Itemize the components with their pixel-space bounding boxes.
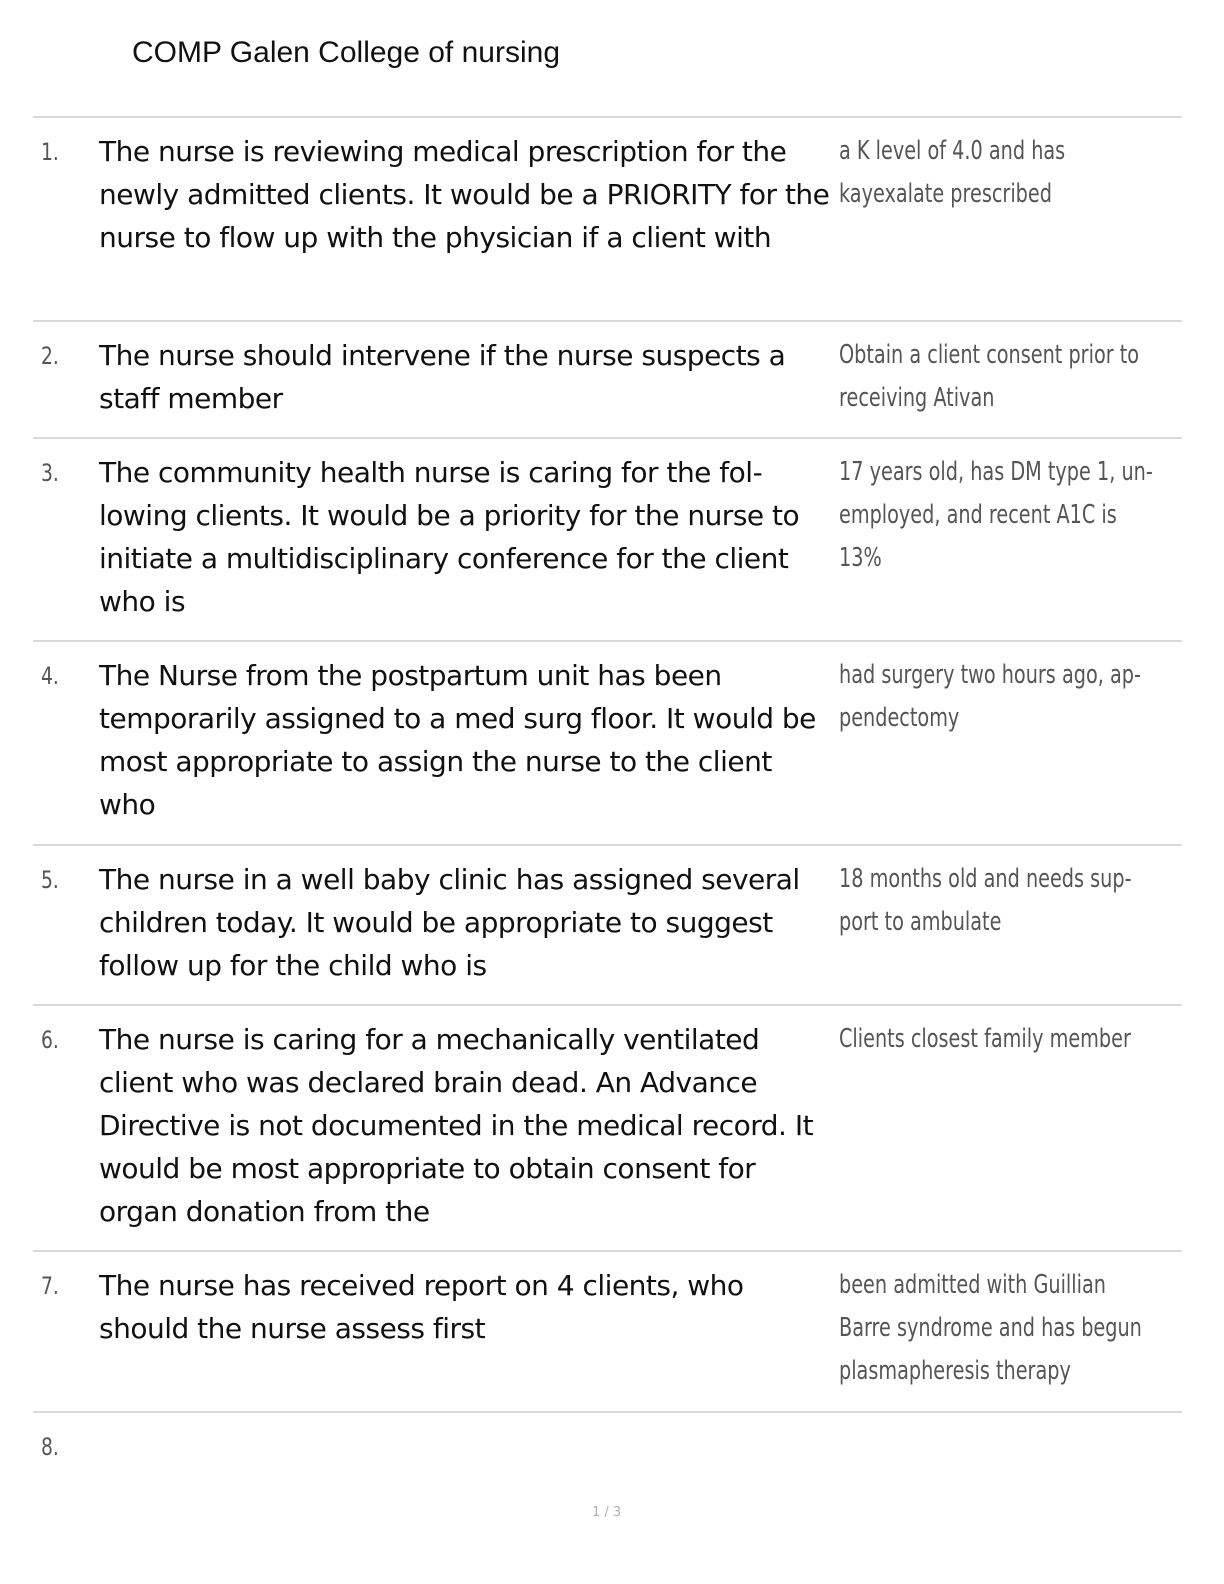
- question-text: The nurse in a well baby clinic has assigned several children today. It would be appropriate to suggest follow up for the child who is: [99, 863, 800, 982]
- item-number: 8.: [41, 1433, 59, 1461]
- question-text: The community health nurse is caring for the fol-lowing clients. It would be a priority for the nurse to initiate a multidisciplinary conference for the client who is: [99, 456, 800, 618]
- question-text: The nurse has received report on 4 clients, who should the nurse assess first: [99, 1269, 744, 1345]
- question-text: The nurse is reviewing medical prescription for the newly admitted clients. It would be a PRIORITY for the nurse to flow up with the physician if a client with: [99, 135, 830, 254]
- item-number: 3.: [41, 459, 59, 487]
- item-number: 1.: [41, 138, 59, 166]
- item-number: 6.: [41, 1026, 59, 1054]
- item-number: 5.: [41, 866, 59, 894]
- list-item: [33, 1252, 1182, 1413]
- list-item: [33, 846, 1182, 1006]
- list-item: [33, 1413, 1182, 1483]
- question-text: The Nurse from the postpartum unit has been temporarily assigned to a med surg floor. It would be most appropriate to assign the nurse to the client who: [99, 659, 816, 821]
- list-item: [33, 118, 1182, 322]
- document-title: COMP Galen College of nursing: [132, 36, 560, 69]
- answer-text: a K level of 4.0 and has kayexalate prescribed: [839, 136, 1066, 209]
- page-number: 1 / 3: [592, 1505, 622, 1520]
- list-item: [33, 642, 1182, 846]
- answer-text: had surgery two hours ago, ap-pendectomy: [839, 660, 1141, 733]
- answer-text: 18 months old and needs sup-port to ambulate: [839, 864, 1132, 937]
- question-text: The nurse is caring for a mechanically ventilated client who was declared brain dead. An Advance Directive is not documented in the medical record. It would be most appropriate to obtain consent for organ donation from the: [99, 1023, 814, 1228]
- answer-text: Clients closest family member: [839, 1024, 1131, 1054]
- list-item: [33, 322, 1182, 439]
- list-item: [33, 439, 1182, 642]
- item-number: 2.: [41, 342, 59, 370]
- item-number: 7.: [41, 1272, 59, 1300]
- list-item: [33, 1006, 1182, 1252]
- answer-text: Obtain a client consent prior to receiving Ativan: [839, 340, 1140, 413]
- question-text: The nurse should intervene if the nurse suspects a staff member: [99, 339, 786, 415]
- answer-text: 17 years old, has DM type 1, un-employed, and recent A1C is 13%: [839, 457, 1153, 573]
- answer-text: been admitted with Guillian Barre syndrome and has begun plasmapheresis therapy: [839, 1270, 1142, 1386]
- question-list: [33, 116, 1182, 1483]
- item-number: 4.: [41, 662, 59, 690]
